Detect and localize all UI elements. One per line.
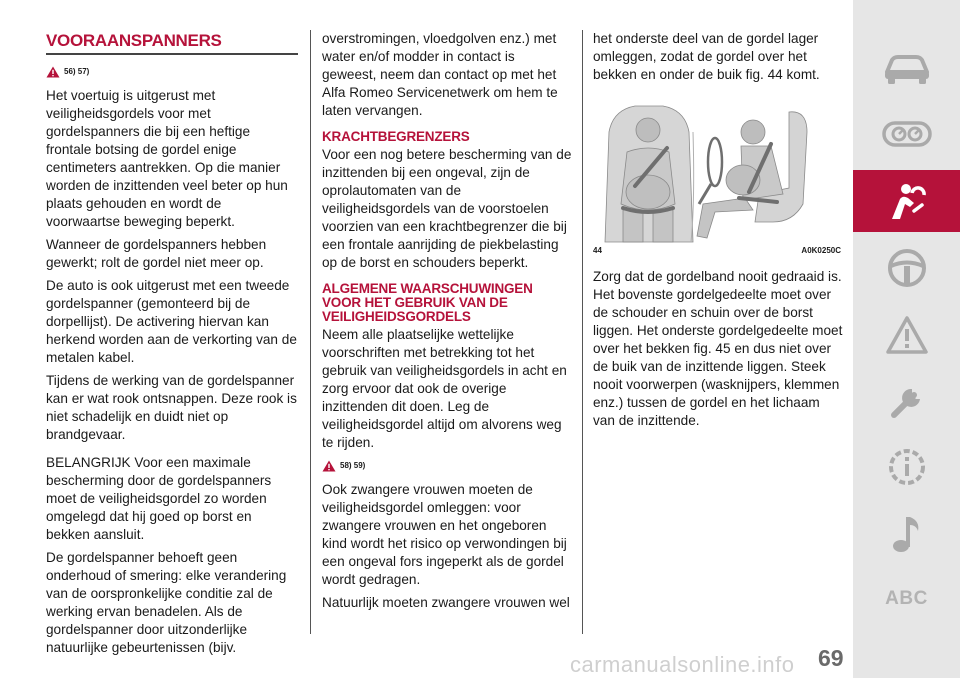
sidebar-item-emergency[interactable] (853, 304, 960, 366)
figure-code: A0K0250C (801, 246, 841, 255)
sidebar-item-driving[interactable] (853, 237, 960, 299)
figure-caption (593, 239, 841, 260)
title-rule (46, 53, 298, 55)
figure-number: 44 (593, 246, 602, 255)
paragraph: overstromingen, vloedgolven enz.) met water en/of modder in contact is geweest, neem dan contact op met het Alfa Romeo Servicenetwerk om hem te laten vervangen. (322, 31, 558, 118)
dashboard-gauges-icon (882, 121, 932, 147)
paragraph: Natuurlijk moeten zwangere vrouwen wel (322, 595, 570, 610)
sidebar-item-dashboard[interactable] (853, 103, 960, 165)
paragraph: Ook zwangere vrouwen moeten de veiligheidsgordel omleggen: voor zwangere vrouwen en het ongeboren kind wordt het risico op verwondingen bij een ongeval fors ingeperkt als de gordel wordt gedragen. (322, 482, 567, 587)
pregnant-seatbelt-illustration (593, 92, 841, 244)
warning-ref-text: 58) 59) (340, 461, 366, 470)
warning-triangle-icon (885, 315, 929, 355)
paragraph: Wanneer de gordelspanners hebben gewerkt; rolt de gordel niet meer op. (46, 237, 267, 270)
steering-wheel-icon (886, 247, 928, 289)
paragraph: Zorg dat de gordelband nooit gedraaid is. Het bovenste gordelgedeelte moet over de schouder en schuin over de borst liggen. Het onderste gordelgedeelte moet over het bekken fig. 45 en dus niet over de buik van de inzittende liggen. Steek nooit voorwerpen (wasknijpers, klemmen enz.) tussen de gordel en het lichaam van de inzittende. (593, 269, 843, 428)
sidebar-item-maintenance[interactable] (853, 371, 960, 433)
figure-44 (593, 92, 841, 260)
paragraph: het onderste deel van de gordel lager omleggen, zodat de gordel over het bekken en onder de buik fig. 44 komt. (593, 31, 820, 82)
warning-ref-text: 56) 57) (64, 67, 90, 76)
sidebar-item-multimedia[interactable] (853, 503, 960, 565)
warning-triangle-icon (46, 66, 60, 78)
sidebar-item-technical-data[interactable] (853, 436, 960, 498)
column-divider (310, 30, 311, 634)
column-3 (593, 30, 843, 435)
info-gear-icon (885, 445, 929, 489)
paragraph: Tijdens de werking van de gordelspanner kan er wat rook ontsnappen. Deze rook is niet schadelijk en duidt niet op brandgevaar. (46, 373, 297, 442)
paragraph: Voor een nog betere bescherming van de inzittenden bij een ongeval, zijn de oprolautomaten van de veiligheidsgordels van de voorstoelen voorzien van een krachtbegrenzer die bij een frontale aanrijding de piekbelasting op de borst en schouders beperkt. (322, 147, 572, 270)
car-icon (882, 52, 932, 86)
column-1 (46, 30, 298, 662)
column-2 (322, 30, 572, 617)
paragraph: Het voertuig is uitgerust met veiligheidsgordels voor met gordelspanners die bij een heftige frontale botsing de gordel enige centimeters aantrekken. Op die manier worden de inzittenden veel beter op hun plaats gehouden en wordt de voorwaartse beweging beperkt. (46, 88, 288, 229)
paragraph-important: BELANGRIJK Voor een maximale bescherming door de gordelspanners moet de veiligheidsgordel zo worden omgelegd dat hij goed op borst en bekken aansluit. (46, 455, 272, 542)
sidebar-item-vehicle[interactable] (853, 38, 960, 100)
wrench-icon (886, 381, 928, 423)
paragraph: De auto is ook uitgerust met een tweede gordelspanner (gemonteerd bij de dorpellijst). De activering hiervan kan herkend worden aan de verkorting van de metalen kabel. (46, 278, 297, 365)
warning-reference-2 (322, 457, 572, 475)
sidebar-item-index[interactable] (853, 568, 960, 630)
sidebar-item-safety[interactable] (853, 170, 960, 232)
chapter-sidebar (853, 0, 960, 678)
paragraph: De gordelspanner behoeft geen onderhoud of smering: elke verandering van de oorspronkelijke conditie zal de werking ervan benadelen. Als de gordelspanner door uitzonderlijke natuurlijke gebeurtenissen (bijv. (46, 550, 287, 655)
warning-triangle-icon (322, 460, 336, 472)
abc-index-label: ABC (885, 588, 928, 609)
watermark: carmanualsonline.info (570, 652, 795, 677)
music-note-icon (890, 513, 924, 555)
column-divider (582, 30, 583, 634)
page-number: 69 (818, 645, 844, 671)
warning-reference-1 (46, 63, 298, 81)
heading-general-warnings: ALGEMENE WAARSCHUWINGEN VOOR HET GEBRUIK VAN DE VEILIGHEIDSGORDELS (322, 281, 533, 324)
paragraph: Neem alle plaatselijke wettelijke voorschriften met betrekking tot het gebruik van veiligheidsgordels in acht en zorg ervoor dat ook de overige inzittenden dit doen. Leg de veiligheidsgordel altijd om alvorens weg te rijden. (322, 327, 567, 450)
section-title: VOORAANSPANNERS (46, 31, 222, 50)
airbag-safety-icon (886, 181, 928, 221)
heading-force-limiters: KRACHTBEGRENZERS (322, 129, 470, 144)
